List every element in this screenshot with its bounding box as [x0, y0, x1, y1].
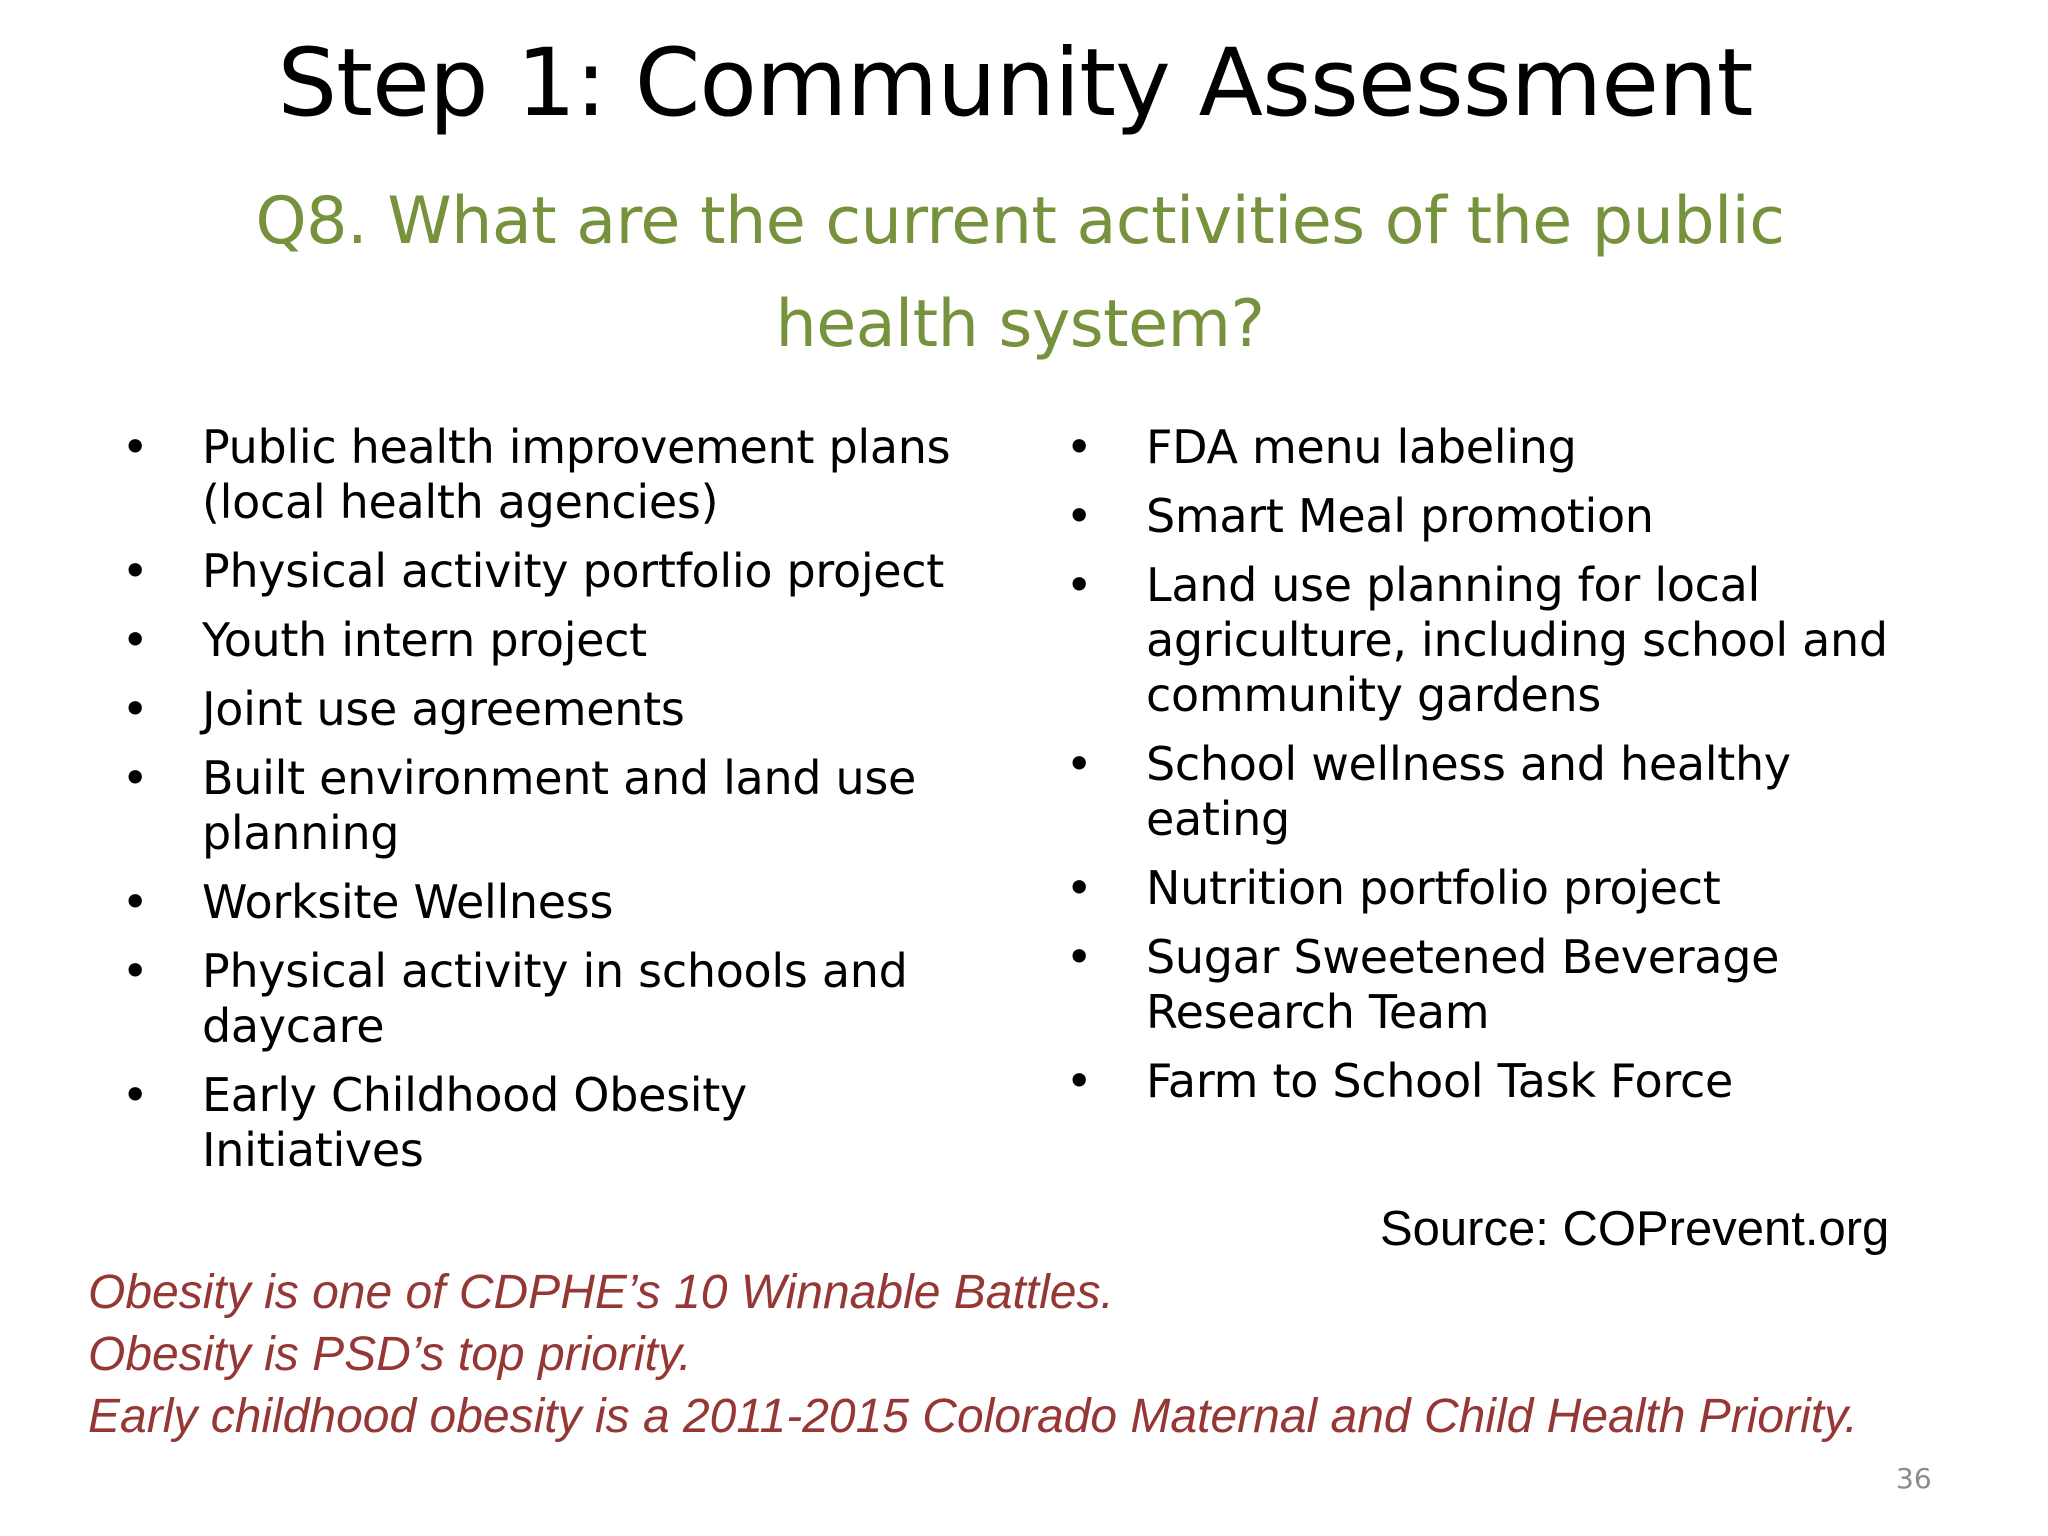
list-item [120, 682, 1020, 737]
slide-subtitle [180, 170, 1860, 376]
list-item [1064, 420, 1964, 475]
bullet-icon: • [121, 875, 149, 929]
list-item [120, 751, 962, 861]
list-item-text: Physical activity in schools and daycare [202, 944, 908, 1053]
slide-title: Step 1: Community Assessment [277, 29, 1753, 138]
list-item-text: Public health improvement plans (local health agencies) [202, 420, 951, 529]
bullet-icon: • [1065, 1054, 1093, 1108]
bullet-icon: • [1065, 737, 1093, 791]
list-item-text: Physical activity portfolio project [202, 544, 945, 598]
right-bullet-list [1064, 420, 1964, 1123]
bullet-icon: • [1065, 558, 1093, 612]
list-item-text: Smart Meal promotion [1146, 489, 1654, 543]
list-item [1064, 861, 1964, 916]
list-item [1064, 930, 1866, 1040]
note-line: Obesity is PSD’s top priority. [88, 1328, 692, 1381]
source-citation: Source: COPrevent.org [1380, 1202, 1890, 1256]
list-item-text: School wellness and healthy eating [1146, 737, 1791, 846]
list-item [120, 944, 982, 1054]
bullet-icon: • [121, 420, 149, 474]
list-item-text: Early Childhood Obesity Initiatives [202, 1068, 747, 1177]
bullet-icon: • [121, 613, 149, 667]
list-item-text: Built environment and land use planning [202, 751, 917, 860]
list-item [1064, 1054, 1964, 1109]
list-item-text: FDA menu labeling [1146, 420, 1577, 474]
list-item [120, 544, 1020, 599]
note-line: Obesity is one of CDPHE’s 10 Winnable Battles. [88, 1266, 1114, 1319]
list-item [120, 613, 1020, 668]
bullet-icon: • [121, 682, 149, 736]
note-line: Early childhood obesity is a 2011-2015 Colorado Maternal and Child Health Priority. [88, 1390, 1858, 1443]
list-item-text: Worksite Wellness [202, 875, 614, 929]
bullet-icon: • [121, 944, 149, 998]
list-item [120, 420, 962, 530]
list-item-text: Youth intern project [202, 613, 647, 667]
bullet-icon: • [121, 751, 149, 805]
list-item [120, 875, 1020, 930]
subtitle-line-1: Q8. What are the current activities of the public [255, 184, 1785, 259]
list-item [1064, 489, 1964, 544]
priority-notes [88, 1262, 1858, 1448]
list-item-text: Joint use agreements [202, 682, 685, 736]
list-item-text: Farm to School Task Force [1146, 1054, 1733, 1108]
bullet-icon: • [1065, 930, 1093, 984]
bullet-icon: • [1065, 489, 1093, 543]
list-item-text: Land use planning for local agriculture, including school and community gardens [1146, 558, 1888, 722]
list-item-text: Nutrition portfolio project [1146, 861, 1721, 915]
left-bullet-list [120, 420, 1020, 1192]
bullet-icon: • [121, 1068, 149, 1122]
list-item [1064, 737, 1866, 847]
list-item [120, 1068, 902, 1178]
bullet-icon: • [1065, 861, 1093, 915]
bullet-icon: • [121, 544, 149, 598]
list-item-text: Sugar Sweetened Beverage Research Team [1146, 930, 1780, 1039]
subtitle-line-2: health system? [775, 287, 1265, 362]
list-item [1064, 558, 2006, 723]
bullet-icon: • [1065, 420, 1093, 474]
page-number: 36 [1896, 1462, 1932, 1495]
